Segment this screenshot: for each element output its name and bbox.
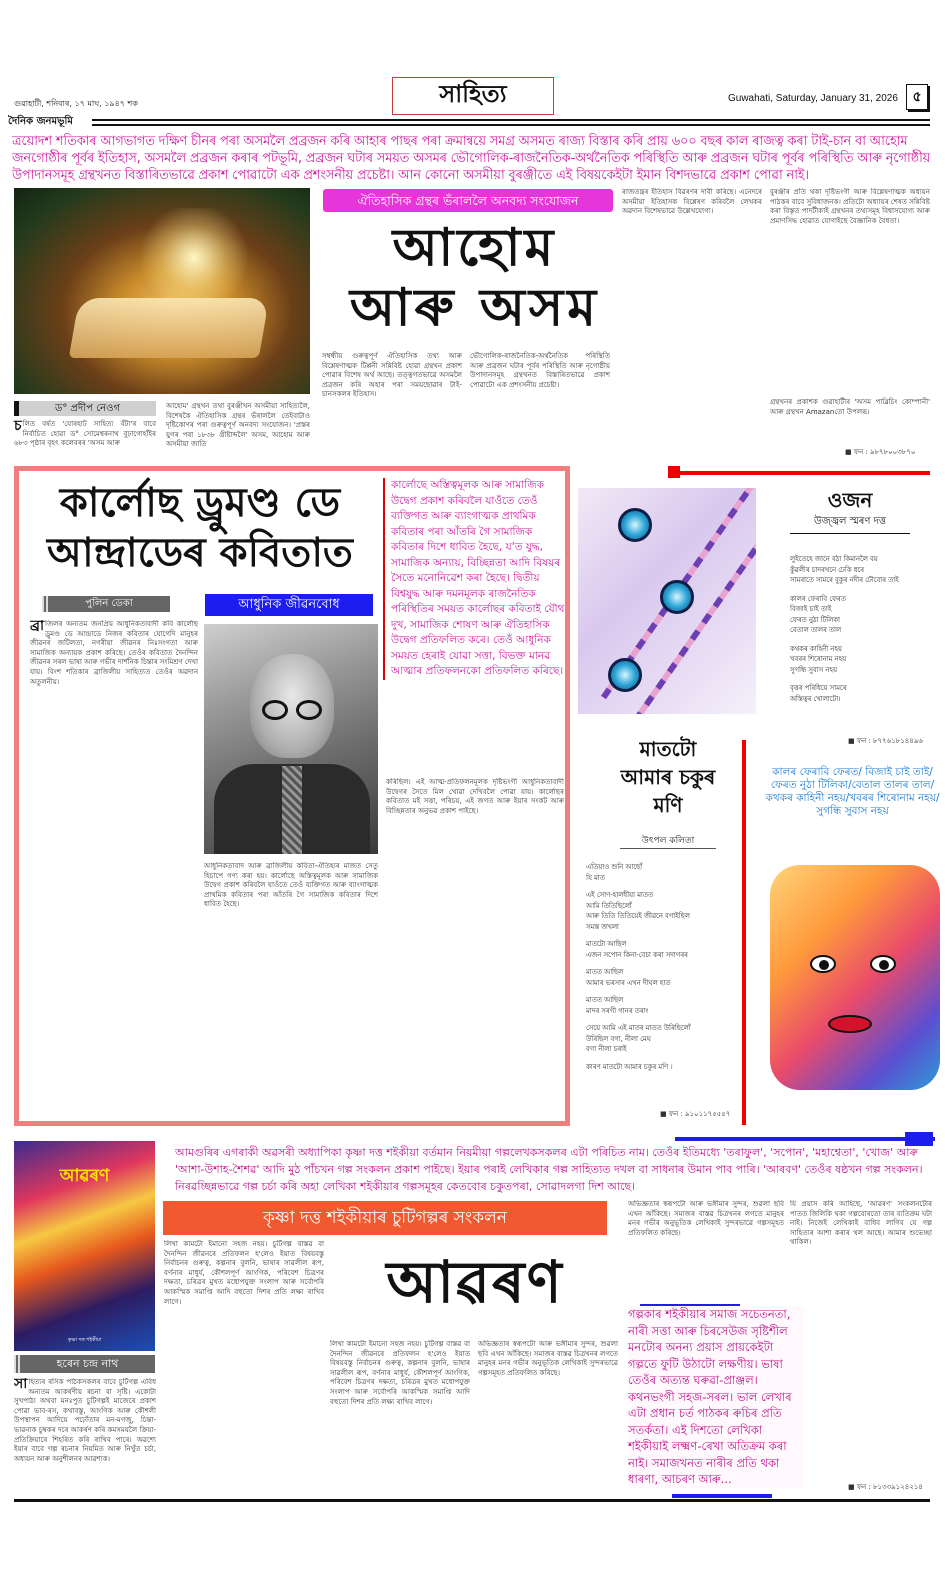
date-assamese: গুৱাহাটী, শনিবাৰ, ১৭ মাঘ, ১৯৪৭ শক <box>14 99 138 108</box>
ojon-title: ওজন <box>827 488 873 512</box>
matoto-title <box>590 735 746 819</box>
arabon-author: হৰেন চন্দ্ৰ নাথ <box>14 1355 155 1373</box>
arabon-phone: ■ ফন : ৮১৩৩৯১২৪২১৪ <box>848 1483 923 1491</box>
arabon-col4: যি প্ৰয়াস কৰি আহিছে, 'আৱৰণ' সংকলনটোৰ পাতত জিলিকি থকা গল্পবোৰতো তাৰ ব্যতিক্ৰম ঘটা নাই। নিজেই লেখিকাই বাধিব লাগিব যে গল্প সাহিত্যৰ আশা কৰাৰ থল আছে। আমাৰ শুভেচ্ছা থাকিল। <box>790 1200 932 1247</box>
carlos-col2: আধুনিকতাবাদ আৰু ব্ৰাজিলীয় কবিতা-ঐতিহ্যৰ মাজত সেতু হিচাপে গণ্য কৰা হয়। কাৰ্লোছে অস্তিত্বমূলক আৰু সামাজিক উদ্বেগ প্ৰকাশ কৰিবলৈ যাওঁতে তেওঁ ব্যক্তিগত আৰু ব্যাংগাত্মক প্ৰাথমিক কবিতাৰ পৰা আঁতৰি গৈ সামাজিক কবিতাৰ দিশে ধাবিত হৈছে। <box>204 862 378 909</box>
carlos-subhead: আধুনিক জীৱনবোধ <box>205 594 373 616</box>
art-lips <box>828 1015 872 1033</box>
poem-line: উৰিছিল বগা, নীলা মেঘ <box>586 1034 651 1043</box>
matoto-title-line1: মাতটো <box>639 737 697 761</box>
poem-line: খবৰৰ শিৰোনাম নহয় <box>790 655 847 663</box>
carlos-col1-text: জিলৰ অন্যতম জনপ্ৰিয় আধুনিকতাবাদী কবি কাৰ্লোছ ড্ৰুমণ্ড ডে আন্দ্ৰাডে নিজৰ কবিতাৰ যোগেদি মানুহৰ জীৱনৰ জটিলতা, নগৰীয়া জীৱনৰ নিঃসংগতা আৰু সামাজিক অন্যায়ক প্ৰকাশ কৰিছে। তেওঁৰ কবিতাত দৈনন্দিন জীৱনৰ সৰল ভাষা আৰু গভীৰ দাৰ্শনিক চিন্তাৰ সংমিশ্ৰণ দেখা যায়। বিংশ শতিকাৰ ব্ৰাজিলীয় সাহিত্যত তেওঁৰ অৱদান অতুলনীয়। <box>30 620 198 686</box>
dropcap: সা <box>14 1378 28 1392</box>
poem-line: কালৰ ফেৰাবি ফেৰত <box>790 594 846 603</box>
matoto-author: উৎপল কলিতা <box>620 833 716 849</box>
ahom-col2: আহোম' গ্ৰন্থখন তথা বুৰঞ্জীখন অসমীয়া সাহিত্যলৈ, বিশেষকৈ ঐতিহাসিক গ্ৰন্থৰ ভঁৰাললৈ তেইবাটাও দৃষ্টিকোণৰ পৰা গুৰুত্বপূৰ্ণ অনবদ্য সংযোজন। 'প্ৰস্তৰ যুগৰ পৰা ১৮৩৮ খ্ৰীষ্টাব্দলৈ' অসম, আহোম আৰু অসমীয়া জাতি <box>166 402 310 449</box>
ahom-col1 <box>14 420 156 449</box>
art-eye <box>810 955 836 973</box>
poem-line: কথকৰ কাহিনী নহয় <box>790 644 842 653</box>
poem-line: বৃত্তৰ পৰিধিয়ে সামৰে <box>790 684 847 692</box>
poem-line: আমাৰ ভৰসাৰ এখন দীঘল হাত <box>586 978 671 987</box>
poem-line: এই সোণ-হালধীয়া মাতত <box>586 891 654 899</box>
carlos-col3: কৰিছিল। এই আত্ম-প্ৰতিফলনমূলক দৃষ্টিভংগী আধুনিকতাবাদী উদ্বেগৰ সৈতে মিল খোৱা দেখিবলৈ পোৱা যায়। কাৰ্লোছৰ কবিতাত মই সত্তা, পৰিচয়, এই জগত আৰু ইয়াৰ সংকট আৰু বিচ্ছিন্নতাৰ অনুভৱ প্ৰকাশ পাইছে। <box>386 778 564 815</box>
book-image <box>14 188 310 394</box>
poem-line: মাদৰ সৰগী গানৰ তৰাং <box>586 1006 649 1015</box>
arabon-col1-text: হিত্যৰ ৰসিক পাঠকসকলৰ বাবে চুটিগল্প এবিধ অন্যতম আকৰ্ষণীয় ৰচনা বা সৃষ্টি। একোটা সুখপাঠ্য অথবা মনঃপুত চুটিগল্পই মাজেৰে প্ৰকাশ পোৱা ভাব-ৰস, কথাবস্তু, আংগিক আৰু কৌশলী উপস্থাপন আদিয়ে পঢ়োঁতাৰ মন-মগজু, চিন্তা-ভাৱনাক চুম্বকৰ দৰে আকৰ্ষণ কৰি কমসময়লৈ ক্ৰিয়া-প্ৰতিক্ৰিয়াৰে শিহৰিত কৰি ৰাখিব পাৰে। অৱশ্যে ইয়াৰ বাবে গল্প ৰচনাৰ নিয়মিত আৰু নিখুঁত চৰ্চা, অধ্যয়ন আৰু অনুশীলনৰ আৱশ্যক। <box>14 1378 156 1463</box>
arabon-intro: আমগুৰিৰ এগৰাকী অৱসৰী অধ্যাপিকা কৃষ্ণা দত্ত শইকীয়া বৰ্তমান নিয়মীয়া গল্পলেখকসকলৰ এটা পৰিচিত নাম। তেওঁৰ ইতিমধ্যে 'তৰাফুল', 'সপোন', 'মহাশ্বেতা', 'খোজ' আৰু 'আশা-উশাহ-শৈশৱ' আদি মুঠ পাঁচখন গল্প সংকলন প্ৰকাশ পাইছে। ইয়াৰ পৰাই লেখিকাৰ গল্প সাহিত্যত দখল বা সাধনাৰ উমান পাব পাৰি। 'আৰবণ' তেওঁৰ ষষ্ঠখন গল্প সংকলন। নিৰৱচ্ছিন্নভাৱে গল্প চৰ্চা কৰি অহা লেখিকা শইকীয়াৰ গল্পসমূহৰ কেতবোৰ চকুতপৰা, সোৱাদলগা দিশ আছে। <box>175 1146 923 1193</box>
arabon-col2b: লিখা কামটো ইমানো সহজ নহয়। চুটিগল্প বাস্তৱ বা দৈনন্দিন জীৱনৰে প্ৰতিফলন হ'লেও ইয়াত বিষয়বস্তু নিৰ্বাচনৰ গুৰুত্ব, কল্পনাৰ বুলনি, ভাষাৰ সাৱলীল ৰূপ, বৰ্ণনাৰ মাধুৰ্য, কৌশলপূৰ্ণ আংগিক, পৰিবেশ চিত্ৰণৰ দক্ষতা, চৰিত্ৰৰ মুখত মধোপযুক্ত সংলাপ আৰু সৰ্বোপৰি আকস্মিক সমাপ্তি আদি বহুতো দিশৰ প্ৰতি লক্ষ্য ৰাখিব লাগে। <box>330 1340 470 1406</box>
poem-line: যি মাত <box>586 873 605 882</box>
poem-line: অস্তিত্বৰ খোলাটো। <box>790 694 841 703</box>
section-title: সাহিত্য <box>392 77 554 115</box>
art-eye <box>870 955 896 973</box>
blue-callout-bar <box>672 1494 772 1498</box>
matoto-pull-quote: কালৰ ফেৰাবি ফেৰত/ বিজাই চাই তাই/ফেৰত নুঠা টিলিকা/বেতাল তালৰ তাল/কথকৰ কাহিনী নহয়/খবৰৰ শিৰোনাম নহয়/সুগন্ধি সুবাস নহয় <box>765 766 940 817</box>
arabon-col2c: অভিজ্ঞতাৰ স্বৰূপটো আৰু ভঙ্গীমাৰ সুন্দৰ, শুৱলা ছবি এখন আঁকিছে। সমাজৰ বাস্তৱ চিত্ৰখনৰ লগতে মানুহৰ মনৰ গভীৰ অনুভূতিক লেখিকাই সুন্দৰভাৱে গল্পসমূহত প্ৰতিফলিত কৰিছে। <box>478 1340 618 1377</box>
ojon-poem-body <box>790 554 940 704</box>
art-stripe <box>621 523 756 714</box>
poem-line: বগা নীলা চৰাই <box>586 1045 627 1053</box>
light-glow <box>134 208 254 308</box>
paper-name: দৈনিক জনমভূমি <box>8 116 73 127</box>
ahom-col1-text: লিত বৰ্ষত 'যোৰহাট সাহিত্য বঁটা'ৰ বাবে নিৰ্বাচিত হোৱা ড° সোমেশ্বৰনাথ বুঢ়াগোহাঁইৰ ৬৮৩ পৃষ্ঠাৰ বৃহৎ কলেবৰৰ 'অসম আৰু <box>14 420 156 448</box>
matoto-poem-body <box>586 862 736 1072</box>
poem-line: বেতাল তালৰ তাল <box>790 626 842 634</box>
poem-line: সেয়ে আমি এই মাতৰ মাতত উৰিছিলোঁ <box>586 1024 691 1032</box>
ahom-col6: বুৰঞ্জীৰ প্ৰতি থকা দৃষ্টিভংগী আৰু বিশ্লেষণাত্মক অধ্যয়ন পাঠকৰ বাবে সুবিধাজনক। প্ৰতিটো অধ্যায়ৰ শেষত সন্নিবিষ্ট কৰা বিস্তৃত পাদটীকাই গ্ৰন্থখনৰ তথ্যসমূহ বিশ্বাসযোগ্য আৰু প্ৰমাণসিদ্ধ হোৱাত যোগাইছে বৈজ্ঞানিক বৈধতা। <box>770 188 930 225</box>
arabon-col2: লিখা কামটো ইমানো সহজ নহয়। চুটিগল্প বাস্তৱ বা দৈনন্দিন জীৱনৰে প্ৰতিফলন হ'লেও ইয়াত বিষয়বস্তু নিৰ্বাচনৰ গুৰুত্ব, কল্পনাৰ বুলনি, ভাষাৰ সাৱলীল ৰূপ, বৰ্ণনাৰ মাধুৰ্য, কৌশলপূৰ্ণ আংগিক, পৰিবেশ চিত্ৰণৰ দক্ষতা, চৰিত্ৰৰ মুখত মধোপযুক্ত সংলাপ আৰু সৰ্বোপৰি আকস্মিক সমাপ্তি আদি বহুতো দিশৰ প্ৰতি লক্ষ্য ৰাখিব লাগে। <box>164 1240 324 1306</box>
arabon-callout: গল্পকাৰ শইকীয়াৰ সমাজ সচেতনতা, নাৰী সত্তা আৰু চিৰসেউজ সৃষ্টিশীল মনটোৰ অনন্য প্ৰয়াস প্ৰায়কেইটা গল্পতে ফুটি উঠাটো লক্ষণীয়। ভাষা তেওঁৰ অত্যন্ত ঘৰুৱা-প্ৰাঞ্জল। কথনভংগী সহজ-সৰল। ভাল লেখাৰ এটা প্ৰধান চৰ্ত পাঠকৰ ৰুচিৰ প্ৰতি সতৰ্কতা। এই দিশতো লেখিকা শইকীয়াই লক্ষ্মণ-ৰেখা অতিক্ৰম কৰা নাই। সমাজখনত নাৰীৰ প্ৰতি থকা ধাৰণা, আচৰণ আৰু... <box>628 1306 804 1488</box>
book-cover-image <box>14 1141 155 1351</box>
poem-line: আৰু তিতি তিতিয়েই জীৱনে বগাইছিল <box>586 912 690 920</box>
carlos-headline-line1: কাৰ্লোছ ড্ৰুমণ্ড ডে <box>59 479 341 526</box>
carlos-headline <box>30 478 370 578</box>
poem-line: এতিয়াও শুনি আছোঁ <box>586 863 643 871</box>
matoto-title-line3: মণি <box>653 793 683 817</box>
carlos-author: পুলিন ডেকা <box>42 596 170 612</box>
ahom-phone: ■ ফন : ৯৮৭৮০০৩৮৭০ <box>845 448 916 456</box>
art-pupil <box>879 960 889 970</box>
poem-line: এজন সপোন কিনা-বেচা কৰা সদাগৰৰ <box>586 950 688 959</box>
arabon-col3: অভিজ্ঞতাৰ স্বৰূপটো আৰু ভঙ্গীমাৰ সুন্দৰ, শুৱলা ছবি এখন আঁকিছে। সমাজৰ বাস্তৱ চিত্ৰখনৰ লগতে মানুহৰ মনৰ গভীৰ অনুভূতিক লেখিকাই সুন্দৰভাৱে গল্পসমূহত প্ৰতিফলিত কৰিছে। <box>628 1200 784 1237</box>
ahom-col5: ৰাজতন্ত্ৰৰ ইতিহাস বিৱৰণৰ দাবী কৰিছে। এনেদৰে অসমীয়া ইতিহাসক বিশ্লেষণ কৰিবলৈ লেখকৰ অৱদান বিশেষভাৱে উল্লেখযোগ্য। <box>622 188 762 216</box>
art-orb <box>618 508 652 542</box>
page-number: ৫ <box>906 84 928 110</box>
poem-line: মাতত আছিল <box>586 968 624 976</box>
poem-line: আমি তিতিছিলোঁ <box>586 901 632 910</box>
dropcap: চ <box>14 418 22 434</box>
ahom-author: ড° প্ৰদীপ নেওগ <box>14 401 156 416</box>
glasses-right <box>296 700 322 720</box>
ojon-author: উজ্জ্বল স্মৰণ দত্ত <box>790 514 910 534</box>
poem-line: ফেৰত নুঠা টিলিকা <box>790 615 841 624</box>
abstract-art-face <box>770 865 940 1090</box>
poem-line: সমস্ত জখলা <box>586 922 619 931</box>
ahom-kicker: ঐতিহাসিক গ্ৰন্থৰ ভঁৰাললৈ অনবদ্য সংযোজন <box>323 189 613 212</box>
masthead-rule <box>92 119 930 126</box>
book-cover-title: আৱৰণ <box>59 1166 110 1186</box>
ojon-phone: ■ ফন : ৮৭৭৬১৮১৪৪৯৬ <box>848 737 923 745</box>
poem-line: মাতটো আছিল <box>586 940 627 948</box>
dropcap: ব্ৰা <box>30 620 45 634</box>
glasses-left <box>262 700 288 720</box>
ahom-headline <box>330 218 620 338</box>
poem-line: বিজাই চাই তাই <box>790 605 832 613</box>
open-book-pages <box>69 298 270 358</box>
red-vertical-rule <box>742 740 746 1125</box>
bottom-rule <box>14 1499 930 1502</box>
art-orb <box>608 658 642 692</box>
poem-line: কুঁৱলীৰ চাদৰখনে ঢেকি ধৰে <box>790 565 865 574</box>
carlos-pull-quote: কাৰ্লোছে অস্তিত্বমূলক আৰু সামাজিক উদ্বেগ প্ৰকাশ কৰিবলৈ যাওঁতে তেওঁ ব্যক্তিগত আৰু ব্যাংগাত্মক প্ৰাথমিক কবিতাৰ পৰা আঁতৰি গৈ সামাজিক কবিতাৰ দিশে ধাবিত হৈছে, য'ত যুদ্ধ, সামাজিক অন্যায়, বিচ্ছিন্নতা আদি বিষয়ৰ সৈতে মনোনিৱেশ কৰা হৈছে। দ্বিতীয় বিশ্বযুদ্ধ আৰু দমনমূলক ৰাজনৈতিক পৰিস্থিতিৰ সময়ত কাৰ্লোছৰ কবিতাই যৌথ দুখ, সামাজিক শোষণ আৰু ঐতিহাসিক উদ্বেগ প্ৰতিফলিত কৰে। তেওঁ আধুনিক সময়ত হেৰাই যোৱা সত্তা, বিভক্ত মানৱ আত্মাৰ প্ৰতিফলনকো প্ৰতিফলিত কৰিছে। <box>383 478 568 680</box>
poem-line: মাতত আছিল <box>586 996 624 1004</box>
poem-line: সামৰাতে সামৰে বুকুৰ নদীৰ ঢৌবোৰ তাই <box>790 576 899 584</box>
date-english: Guwahati, Saturday, January 31, 2026 <box>728 93 898 104</box>
carlos-headline-line2: আন্দ্ৰাডেৰ কবিতাত <box>47 529 353 576</box>
blue-divider <box>675 1137 935 1141</box>
matoto-phone: ■ ফন : ৯১০১১৭৫৫৫৭ <box>660 1110 731 1118</box>
arabon-headline: আৱৰণ <box>386 1248 564 1316</box>
ahom-col4: ভৌগোলিক-ৰাজনৈতিক-অৰ্থনৈতিক পৰিস্থিতি আৰু প্ৰব্ৰজন ঘটাৰ পূৰ্বৰ পৰিস্থিতি আৰু নৃগোষ্ঠীয় উপাদানসমূহ গ্ৰন্থখনত বিস্তাৰিতভাৱে প্ৰকাশ পোৱাটো এক প্ৰশংসনীয় প্ৰচেষ্টা। <box>470 352 610 389</box>
art-pupil <box>819 960 829 970</box>
art-orb <box>660 580 694 614</box>
arabon-banner: কৃষ্ণা দত্ত শইকীয়াৰ চুটিগল্পৰ সংকলন <box>163 1201 607 1235</box>
ahom-publisher-note: গ্ৰন্থখনৰ প্ৰকাশক গুৱাহাটীৰ 'অসম পাব্লিচিং কোম্পানী' আৰু গ্ৰন্থখন Amazanতো উপলব্ধ। <box>770 398 930 416</box>
book-cover-author: কৃষ্ণা দত্ত শইকীয়া <box>67 1337 102 1343</box>
red-divider <box>670 471 930 475</box>
matoto-title-line2: আমাৰ চকুৰ <box>620 765 716 789</box>
poem-line: লুইতেহে জানে বঠা কিমানলৈ বয় <box>790 555 878 563</box>
red-divider-square <box>668 466 680 478</box>
author-portrait <box>204 624 378 854</box>
carlos-col1 <box>30 620 198 1115</box>
abstract-art-orbs <box>578 488 756 714</box>
headline-line1: আহোম <box>392 217 558 278</box>
portrait-tie <box>282 766 302 854</box>
ahom-intro: ত্ৰয়োদশ শতিকাৰ আগভাগত দক্ষিণ চীনৰ পৰা অসমলৈ প্ৰব্ৰজন কৰি আহাৰ পাছৰ পৰা ক্ৰমান্বয়ে সমগ্ৰ অসমত ৰাজ্য বিস্তাৰ কৰি প্ৰায় ৬০০ বছৰ কাল ৰাজত্ব কৰা টাই-চান বা আহোম জনগোষ্ঠীৰ পূৰ্বৰ ইতিহাস, অসমলৈ প্ৰব্ৰজন কৰাৰ পটভূমি, প্ৰব্ৰজন ঘটাৰ সময়ত অসমৰ ভৌগোলিক-ৰাজনৈতিক-অৰ্থনৈতিক পৰিস্থিতি আৰু প্ৰব্ৰজন ঘটাৰ পূৰ্বৰ পৰিস্থিতি আৰু নৃগোষ্ঠীয় উপাদানসমূহ গ্ৰন্থখনত বিস্তাৰিতভাৱে প্ৰকাশ পোৱাটো এক প্ৰশংসনীয় প্ৰচেষ্টা। আন কোনো অসমীয়া বুৰঞ্জীতে এই বিষয়কেইটা ইমান বিশদভাৱে প্ৰকাশ পোৱা নাই। <box>12 134 931 183</box>
ahom-col3: সম্বন্ধীয় গুৰুত্বপূৰ্ণ ঐতিহাসিক তথ্য আৰু বিশ্লেষণাত্মক টিপ্পনী সন্নিবিষ্ট হোৱা গ্ৰন্থখন প্ৰকাশ পোৱাৰ বিশেষ অৰ্থ আছে। তত্ত্বগতভাৱে অসমলৈ প্ৰব্ৰজন কৰি অহাৰ পৰা সময়ছোৱাৰ টাই-চানসকলৰ ইতিহাস। <box>322 352 462 399</box>
arabon-col1 <box>14 1378 156 1492</box>
poem-line: কাৰণ মাতটো আমাৰ চকুৰ মণি । <box>586 1062 673 1071</box>
headline-line2: আৰু অসম <box>349 277 601 338</box>
poem-line: সুগন্ধি সুবাস নহয় <box>790 665 837 674</box>
